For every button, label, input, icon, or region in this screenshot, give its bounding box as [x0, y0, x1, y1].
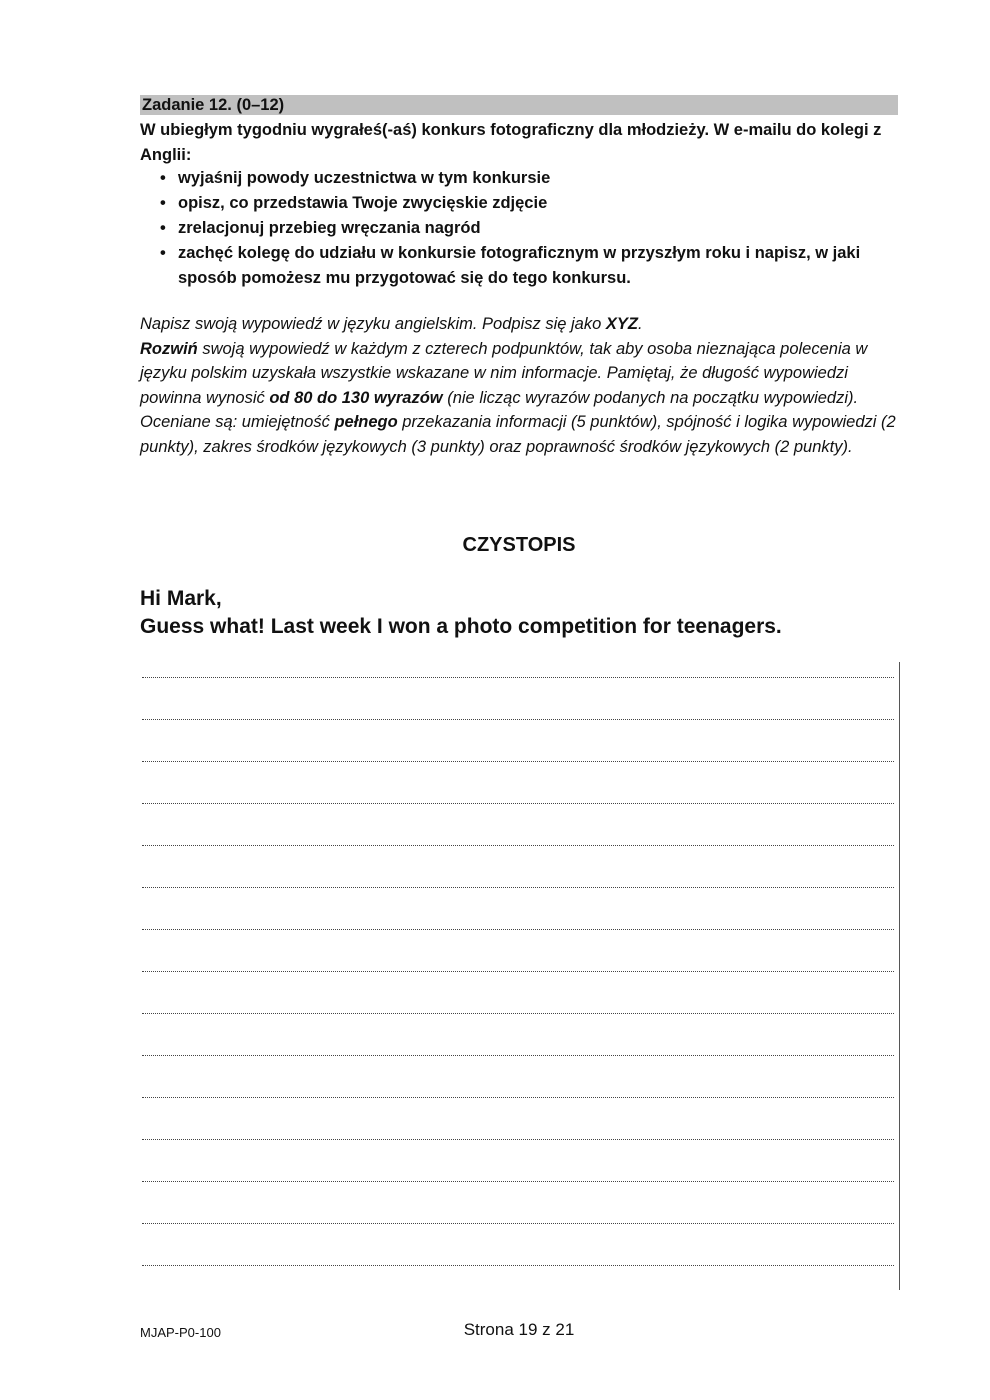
task-bullet-list — [140, 166, 900, 291]
instruction-bold: pełnego — [334, 413, 398, 431]
task-instructions — [140, 312, 900, 459]
writing-line[interactable] — [142, 1223, 894, 1224]
writing-line[interactable] — [142, 677, 894, 678]
email-opening-sentence: Guess what! Last week I won a photo competition for teenagers. — [140, 615, 782, 638]
instruction-text: przekazania informacji (5 punktów), spójność i logika wypowiedzi (2 punkty), zakres środków językowych (3 punkty) oraz poprawność środków językowych (2 punkty). — [140, 413, 896, 456]
writing-line[interactable] — [142, 1013, 894, 1014]
writing-line[interactable] — [142, 1265, 894, 1266]
signature-code: XYZ — [605, 315, 638, 333]
email-greeting: Hi Mark, — [140, 587, 222, 610]
writing-line[interactable] — [142, 1139, 894, 1140]
writing-line[interactable] — [142, 887, 894, 888]
exam-code: MJAP-P0-100 — [140, 1325, 221, 1340]
writing-line[interactable] — [142, 761, 894, 762]
task-intro: W ubiegłym tygodniu wygrałeś(-aś) konkurs fotograficzny dla młodzieży. W e-mailu do kolegi z Anglii: — [140, 121, 882, 164]
task-title: Zadanie 12. (0–12) — [142, 96, 285, 114]
instruction-bold: Rozwiń — [140, 339, 198, 358]
instruction-text: (nie licząc wyrazów podanych na początku wypowiedzi). Oceniane są: umiejętność — [140, 388, 859, 431]
word-count-requirement: od 80 do 130 wyrazów — [269, 388, 443, 407]
task-header-bar — [140, 95, 898, 115]
instruction-text: . — [637, 315, 643, 333]
bullet-item: • zachęć kolegę do udziału w konkursie fotograficznym w przyszłym roku i napisz, w jaki sposób pomożesz mu przygotować się do tego konkursu. — [140, 241, 900, 291]
bullet-item: • wyjaśnij powody uczestnictwa w tym konkursie — [140, 166, 900, 191]
bullet-item: • opisz, co przedstawia Twoje zwycięskie zdjęcie — [140, 191, 900, 216]
margin-rule — [899, 662, 900, 1290]
bullet-item: • zrelacjonuj przebieg wręczania nagród — [140, 216, 900, 241]
writing-line[interactable] — [142, 803, 894, 804]
czystopis-heading: CZYSTOPIS — [462, 534, 576, 556]
instruction-line-1 — [140, 312, 900, 337]
writing-line[interactable] — [142, 1055, 894, 1056]
writing-line[interactable] — [142, 971, 894, 972]
instruction-text: swoją wypowiedź w każdym z czterech podpunktów, tak aby osoba nieznająca polecenia w języku polskim uzyskała wszystkie wskazane w nim informacje. Pamiętaj, że długość wypowiedzi powinna wynosić — [140, 339, 868, 407]
writing-line[interactable] — [142, 845, 894, 846]
writing-line[interactable] — [142, 1181, 894, 1182]
instruction-text: Napisz swoją wypowiedź w języku angielskim. Podpisz się jako — [140, 315, 606, 333]
writing-line[interactable] — [142, 1097, 894, 1098]
writing-line[interactable] — [142, 929, 894, 930]
writing-line[interactable] — [142, 719, 894, 720]
page-number: Strona 19 z 21 — [463, 1320, 575, 1339]
instruction-paragraph-2 — [140, 337, 900, 460]
